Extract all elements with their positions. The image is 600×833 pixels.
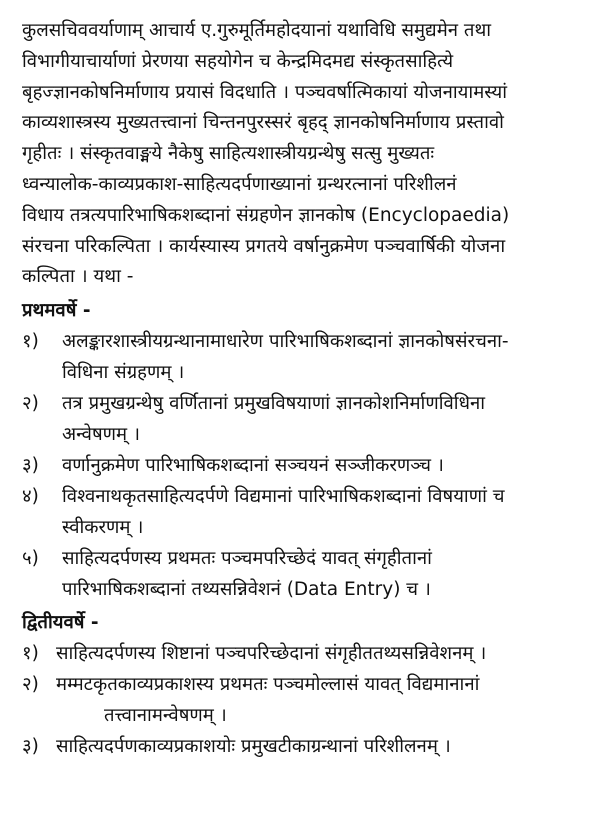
item-number: २) <box>22 674 39 696</box>
list-item <box>22 731 578 762</box>
item-number: १) <box>22 331 39 353</box>
item-text <box>56 638 578 669</box>
intro-line: कुलसचिववर्याणाम् आचार्य ए.गुरुमूर्तिमहोदयानां यथाविधि समुद्यमेन तथा <box>22 20 492 41</box>
item-line: वर्णानुक्रमेण पारिभाषिकशब्दानां सञ्चयनं सञ्जीकरणञ्च । <box>62 455 444 477</box>
item-number: ३) <box>22 455 39 477</box>
intro-line: काव्यशास्त्रस्य मुख्यतत्त्वानां चिन्तनपुरस्सरं बृहद् ज्ञानकोषनिर्माणाय प्रस्तावो <box>22 112 504 134</box>
list-item <box>22 669 578 731</box>
item-text <box>62 326 578 388</box>
year2-heading: द्वितीयवर्षे - <box>22 612 99 634</box>
item-line: अलङ्कारशास्त्रीयग्रन्थानामाधारेण पारिभाषिकशब्दानां ज्ञानकोषसंरचना- <box>62 331 509 353</box>
intro-line: ध्वन्यालोक-काव्यप्रकाश-साहित्यदर्पणाख्यानां ग्रन्थरत्नानां परिशीलनं <box>22 173 457 195</box>
intro-line: विधाय तत्रत्यपारिभाषिकशब्दानां संग्रहणेन ज्ञानकोष (Encyclopaedia) <box>22 204 510 226</box>
item-line: तत्त्वानामन्वेषणम् । <box>104 705 227 727</box>
intro-paragraph <box>22 16 578 293</box>
list-item <box>22 481 578 543</box>
intro-line: संरचना परिकल्पिता । कार्यस्यास्य प्रगतये वर्षानुक्रमेण पञ्चवार्षिकी योजना <box>22 235 506 257</box>
item-number: १) <box>22 643 39 665</box>
item-line: साहित्यदर्पणस्य शिष्टानां पञ्चपरिच्छेदानां संगृहीततथ्यसन्निवेशनम् । <box>56 643 487 665</box>
item-line: विधिना संग्रहणम् । <box>62 362 185 384</box>
list-item <box>22 450 578 481</box>
item-text <box>62 543 578 605</box>
intro-line: विभागीयाचार्याणां प्रेरणया सहयोगेन च केन्द्रमिदमद्य संस्कृतसाहित्ये <box>22 50 454 72</box>
item-text <box>62 481 578 543</box>
item-text <box>56 669 578 731</box>
item-text <box>62 450 578 481</box>
list-item <box>22 388 578 450</box>
item-number: ५) <box>22 548 39 570</box>
list-item <box>22 543 578 605</box>
item-line: साहित्यदर्पणकाव्यप्रकाशयोः प्रमुखटीकाग्रन्थानां परिशीलनम् । <box>56 736 451 758</box>
intro-line: कल्पिता । यथा - <box>22 266 134 288</box>
list-item <box>22 638 578 669</box>
year1-heading: प्रथमवर्षे - <box>22 300 91 322</box>
item-line: मम्मटकृतकाव्यप्रकाशस्य प्रथमतः पञ्चमोल्लासं यावत् विद्यमानानां <box>56 674 480 696</box>
item-text <box>56 731 578 762</box>
intro-line: गृहीतः । संस्कृतवाङ्मये नैकेषु साहित्यशास्त्रीयग्रन्थेषु सत्सु मुख्यतः <box>22 143 435 165</box>
item-number: ३) <box>22 736 39 758</box>
item-line: स्वीकरणम् । <box>62 517 144 539</box>
item-number: ४) <box>22 486 39 508</box>
item-line: विश्वनाथकृतसाहित्यदर्पणे विद्यमानां पारिभाषिकशब्दानां विषयाणां च <box>62 486 505 508</box>
item-line: साहित्यदर्पणस्य प्रथमतः पञ्चमपरिच्छेदं यावत् संगृहीतानां <box>62 548 432 570</box>
item-line: तत्र प्रमुखग्रन्थेषु वर्णितानां प्रमुखविषयाणां ज्ञानकोशनिर्माणविधिना <box>62 393 486 415</box>
list-item <box>22 326 578 388</box>
item-line: अन्वेषणम् । <box>62 424 140 446</box>
item-text <box>62 388 578 450</box>
item-line: पारिभाषिकशब्दानां तथ्यसन्निवेशनं (Data Entry) च । <box>62 579 431 601</box>
intro-line: बृहज्ज्ञानकोषनिर्माणाय प्रयासं विदधाति । पञ्चवर्षात्मिकायां योजनायामस्यां <box>22 81 507 103</box>
item-number: २) <box>22 393 39 415</box>
